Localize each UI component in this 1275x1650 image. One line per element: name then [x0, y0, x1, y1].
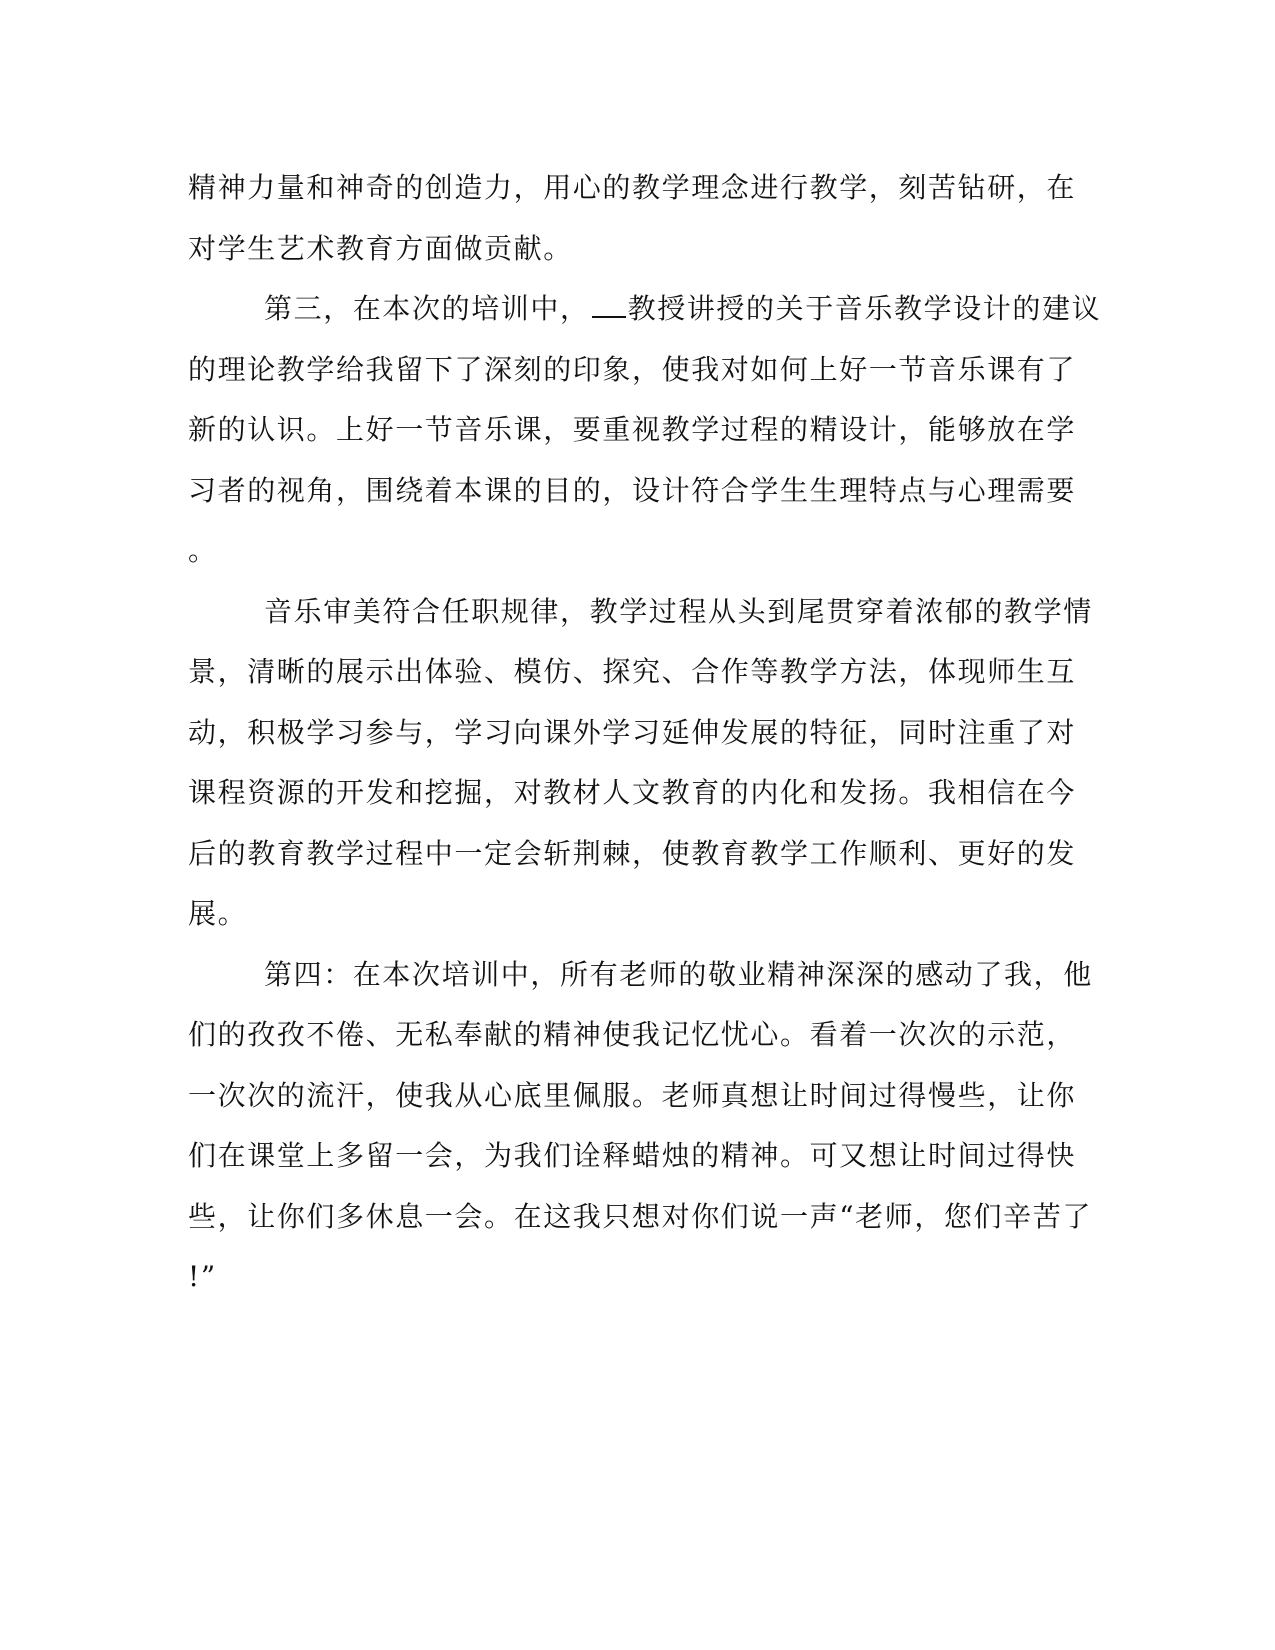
paragraph-3	[188, 582, 1093, 945]
document-body	[188, 158, 1102, 1308]
paragraph-4	[188, 945, 1093, 1308]
text-line: 第四：在本次培训中，所有老师的敬业精神深深的感动了我，他	[264, 957, 1093, 991]
text-line: 们的孜孜不倦、无私奉献的精神使我记忆忧心。看着一次次的示范，	[188, 1018, 1077, 1051]
paragraph-2	[188, 279, 1102, 582]
text-line: 展。	[188, 897, 248, 930]
text-line: 们在课堂上多留一会，为我们诠释蜡烛的精神。可又想让时间过得快	[188, 1139, 1077, 1172]
fill-in-blank	[592, 292, 626, 318]
text-line: !”	[188, 1260, 217, 1293]
text-line: 课程资源的开发和挖掘，对教材人文教育的内化和发扬。我相信在今	[188, 776, 1077, 809]
text-line: 的理论教学给我留下了深刻的印象，使我对如何上好一节音乐课有了	[188, 352, 1077, 386]
text-line: 景，清晰的展示出体验、模仿、探究、合作等教学方法，体现师生互	[188, 655, 1077, 688]
text-line: 一次次的流汗，使我从心底里佩服。老师真想让时间过得慢些，让你	[188, 1078, 1077, 1112]
text-line: 。	[188, 534, 218, 567]
text-segment: 教授讲授的关于音乐教学设计的建议	[627, 292, 1102, 325]
text-line: 些，让你们多休息一会。在这我只想对你们说一声“老师，您们辛苦了	[188, 1199, 1092, 1233]
text-line: 动，积极学习参与，学习向课外学习延伸发展的特征，同时注重了对	[188, 715, 1077, 749]
text-line: 音乐审美符合任职规律，教学过程从头到尾贯穿着浓郁的教学情	[264, 594, 1093, 628]
text-segment: 第三，在本次的培训中，	[264, 292, 590, 325]
text-line: 后的教育教学过程中一定会斩荆棘，使教育教学工作顺利、更好的发	[188, 836, 1077, 870]
text-line: 精神力量和神奇的创造力，用心的教学理念进行教学，刻苦钻研，在	[188, 171, 1077, 204]
text-line: 对学生艺术教育方面做贡献。	[188, 231, 573, 265]
text-line	[188, 279, 1102, 340]
paragraph-1	[188, 158, 1088, 279]
text-line: 习者的视角，围绕着本课的目的，设计符合学生生理特点与心理需要	[188, 473, 1077, 507]
text-line: 新的认识。上好一节音乐课，要重视教学过程的精设计，能够放在学	[188, 413, 1077, 446]
